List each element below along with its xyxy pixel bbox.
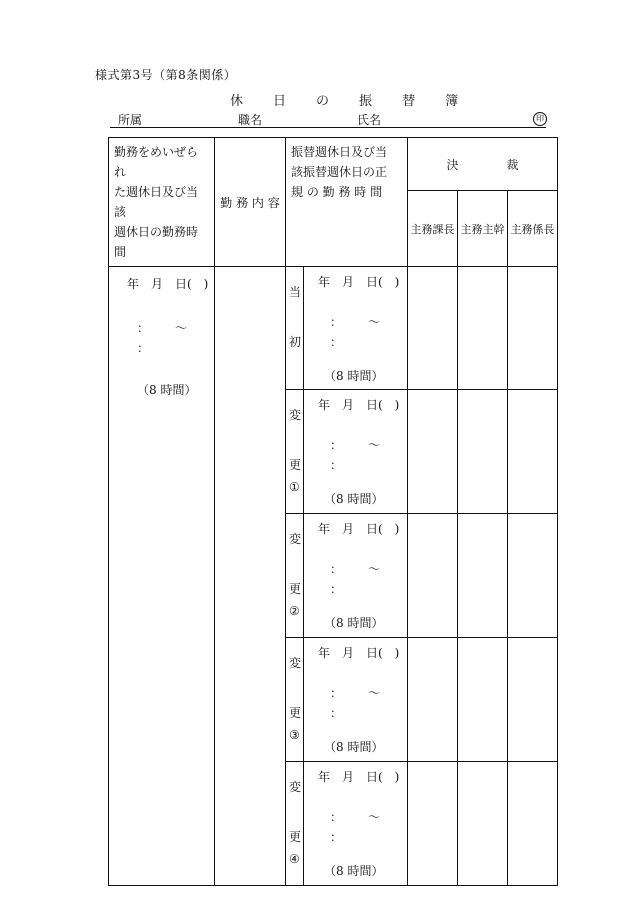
approver-chief-officer: 主務主幹 bbox=[458, 191, 508, 267]
approval-cell[interactable] bbox=[508, 514, 558, 638]
time-start: ： ～ bbox=[330, 810, 381, 824]
time-end: ： bbox=[330, 582, 343, 596]
date-field: 年 月 日( ) bbox=[318, 398, 400, 412]
title-char: の bbox=[316, 94, 330, 109]
hours-text: （8 時間） bbox=[324, 492, 384, 506]
seal-mark: 印 bbox=[533, 112, 547, 126]
approval-cell[interactable] bbox=[508, 762, 558, 886]
duty-content-cell[interactable] bbox=[215, 267, 286, 886]
approval-cell[interactable] bbox=[508, 638, 558, 762]
hours-text: （8 時間） bbox=[324, 740, 384, 754]
col-header-line: 勤務をめいぜられ bbox=[114, 145, 199, 179]
approval-cell[interactable] bbox=[408, 638, 458, 762]
assigned-holiday-cell[interactable] bbox=[109, 267, 215, 886]
time-start: ： ～ bbox=[330, 315, 381, 329]
time-start: ： ～ bbox=[330, 562, 381, 576]
time-end: ： bbox=[330, 706, 343, 720]
col-header-duty-content bbox=[215, 138, 286, 267]
row-label: 変 更 ④ bbox=[286, 762, 304, 886]
form-number: 様式第3号（第8条関係） bbox=[95, 68, 237, 82]
approval-cell[interactable] bbox=[458, 762, 508, 886]
time-end: ： bbox=[330, 830, 343, 844]
holiday-exchange-table bbox=[108, 137, 558, 886]
approval-char: 裁 bbox=[506, 157, 519, 172]
substitute-date-cell[interactable] bbox=[304, 390, 408, 514]
title-char: 休 bbox=[230, 94, 244, 109]
approval-cell[interactable] bbox=[458, 638, 508, 762]
approval-cell[interactable] bbox=[408, 514, 458, 638]
row-label: 変 更 ② bbox=[286, 514, 304, 638]
approval-cell[interactable] bbox=[458, 390, 508, 514]
col-header-line: た週休日及び当該 bbox=[114, 185, 199, 219]
approval-cell[interactable] bbox=[458, 267, 508, 390]
table-row bbox=[109, 267, 558, 390]
substitute-date-cell[interactable] bbox=[304, 638, 408, 762]
date-field: 年 月 日( ) bbox=[127, 277, 209, 291]
approval-header bbox=[408, 138, 558, 191]
document-title bbox=[230, 90, 488, 109]
title-char: 振 bbox=[359, 94, 373, 109]
hours-text: （8 時間） bbox=[324, 369, 384, 383]
approver-section-chief: 主務課長 bbox=[408, 191, 458, 267]
approver-subsection-chief: 主務係長 bbox=[508, 191, 558, 267]
col-header-line: 週休日の勤務時間 bbox=[114, 225, 199, 259]
col-header-text: 勤 務 内 容 bbox=[220, 195, 280, 210]
approval-cell[interactable] bbox=[508, 390, 558, 514]
date-field: 年 月 日( ) bbox=[318, 770, 400, 784]
approval-cell[interactable] bbox=[408, 762, 458, 886]
time-start: ： ～ bbox=[330, 686, 381, 700]
col-header-line: 振替週休日及び当 bbox=[291, 145, 388, 159]
date-field: 年 月 日( ) bbox=[318, 275, 400, 289]
approval-cell[interactable] bbox=[458, 514, 508, 638]
row-label: 変 更 ① bbox=[286, 390, 304, 514]
position-label: 職名 bbox=[238, 113, 263, 127]
title-char: 替 bbox=[402, 94, 416, 109]
title-char: 日 bbox=[273, 94, 287, 109]
approval-cell[interactable] bbox=[408, 267, 458, 390]
title-char: 簿 bbox=[445, 94, 459, 109]
approval-char: 決 bbox=[446, 157, 459, 172]
approval-cell[interactable] bbox=[408, 390, 458, 514]
row-label: 当 初 bbox=[286, 267, 304, 390]
date-field: 年 月 日( ) bbox=[318, 646, 400, 660]
name-label: 氏名 bbox=[357, 113, 382, 127]
substitute-date-cell[interactable] bbox=[304, 762, 408, 886]
substitute-date-cell[interactable] bbox=[304, 267, 408, 390]
col-header-assigned-holiday bbox=[109, 138, 215, 267]
hours-text: （8 時間） bbox=[137, 383, 197, 397]
header-underline bbox=[110, 127, 546, 128]
substitute-date-cell[interactable] bbox=[304, 514, 408, 638]
time-start: ： ～ bbox=[330, 438, 381, 452]
col-header-substitute-holiday bbox=[286, 138, 408, 267]
affiliation-label: 所属 bbox=[118, 113, 143, 127]
time-end: ： bbox=[330, 458, 343, 472]
time-end: ： bbox=[137, 341, 150, 355]
time-start: ： ～ bbox=[137, 321, 188, 335]
col-header-line: 該振替週休日の正 bbox=[291, 165, 388, 179]
hours-text: （8 時間） bbox=[324, 864, 384, 878]
approval-cell[interactable] bbox=[508, 267, 558, 390]
date-field: 年 月 日( ) bbox=[318, 522, 400, 536]
col-header-line: 規 の 勤 務 時 間 bbox=[291, 185, 383, 199]
row-label: 変 更 ③ bbox=[286, 638, 304, 762]
time-end: ： bbox=[330, 335, 343, 349]
hours-text: （8 時間） bbox=[324, 616, 384, 630]
